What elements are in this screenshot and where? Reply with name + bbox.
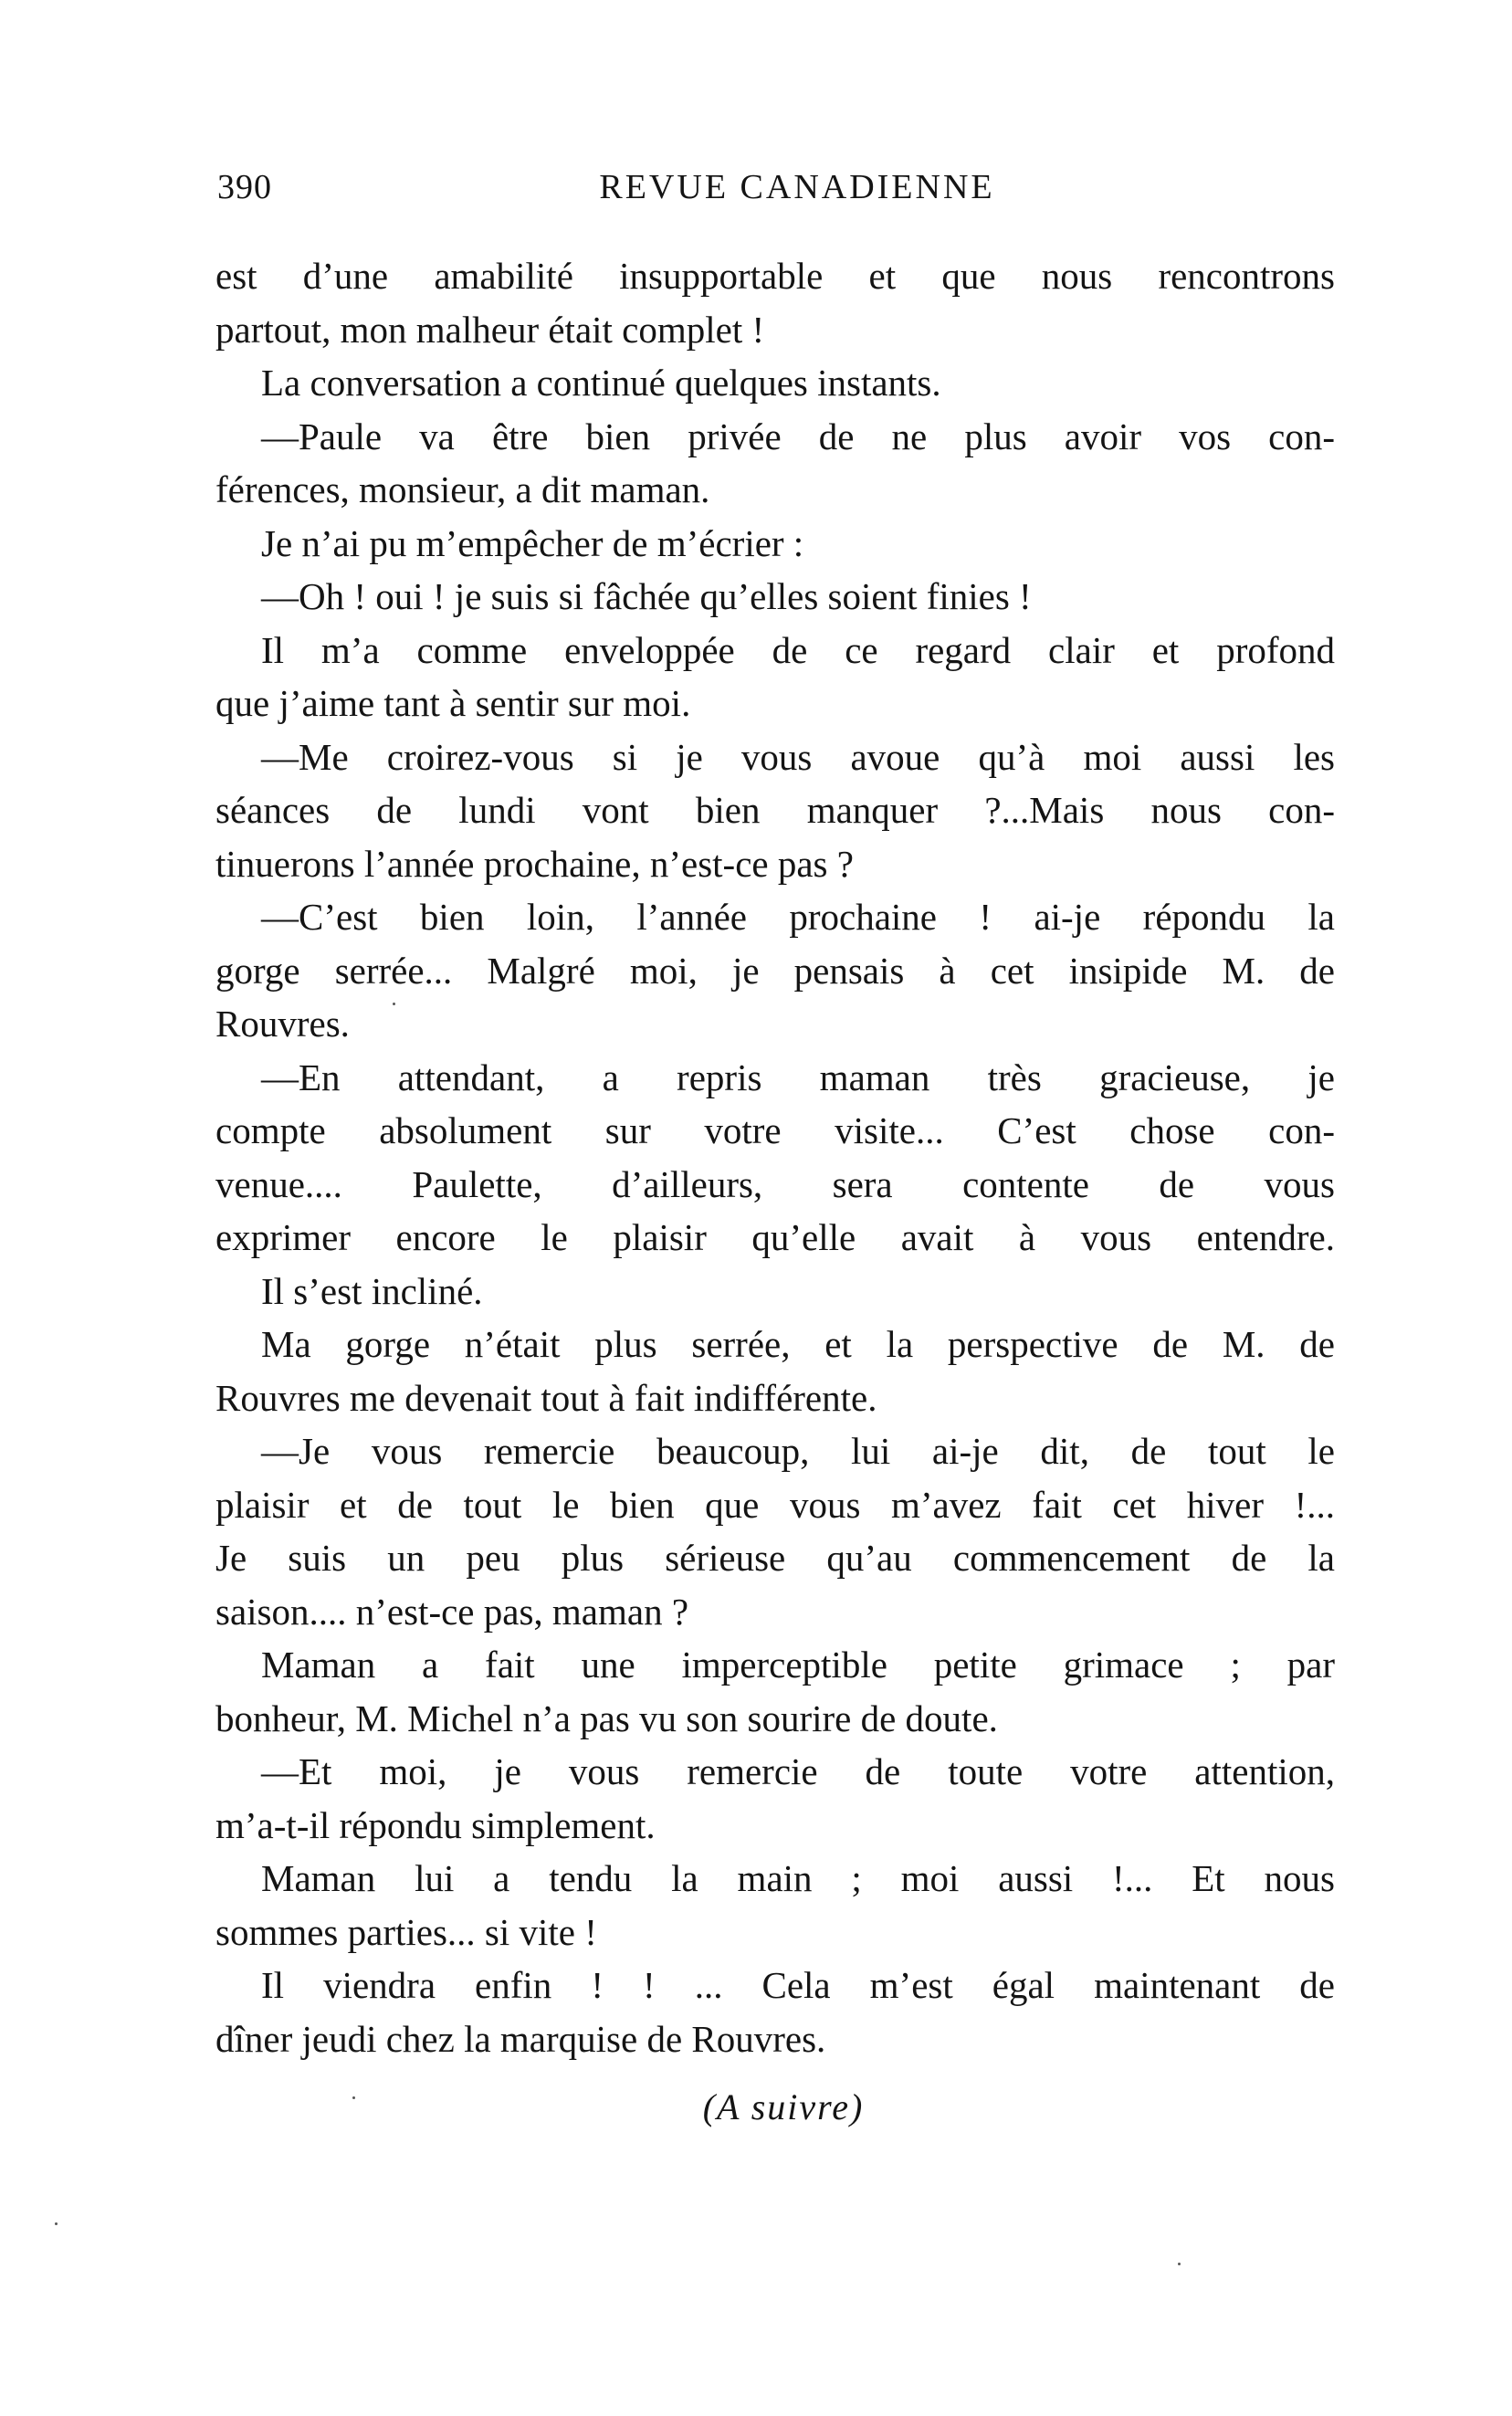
text-line: —En attendant, a repris maman très gracieuse, je — [261, 1056, 1335, 1098]
body-text — [215, 249, 1335, 2065]
text-line: —Je vous remercie beaucoup, lui ai-je dit, de tout le — [261, 1430, 1335, 1472]
text-line: tinuerons l’année prochaine, n’est-ce pas ? — [215, 842, 854, 885]
page-number: 390 — [217, 168, 272, 206]
text-line: dîner jeudi chez la marquise de Rouvres. — [215, 2017, 826, 2060]
text-line: Il s’est incliné. — [261, 1269, 483, 1312]
text-line: Rouvres me devenait tout à fait indifférente. — [215, 1376, 877, 1419]
text-line: Il viendra enfin ! ! ... Cela m’est égal maintenant de — [261, 1964, 1335, 2006]
text-line: —Oh ! oui ! je suis si fâchée qu’elles soient finies ! — [261, 575, 1032, 617]
text-line: bonheur, M. Michel n’a pas vu son sourire de doute. — [215, 1696, 998, 1739]
text-line: m’a-t-il répondu simplement. — [215, 1803, 656, 1846]
text-line: Maman lui a tendu la main ; moi aussi !... Et nous — [261, 1857, 1335, 1899]
text-line: plaisir et de tout le bien que vous m’avez fait cet hiver !... — [215, 1483, 1335, 1526]
text-line: Maman a fait une imperceptible petite grimace ; par — [261, 1644, 1335, 1686]
text-line: La conversation a continué quelques instants. — [261, 362, 941, 404]
text-line: —Me croirez-vous si je vous avoue qu’à moi aussi les — [261, 735, 1335, 778]
text-line: compte absolument sur votre visite... C’est chose con- — [215, 1109, 1335, 1151]
text-line: —C’est bien loin, l’année prochaine ! ai-je répondu la — [261, 896, 1335, 938]
to-be-continued-note: (A suivre) — [702, 2086, 865, 2127]
text-line: gorge serrée... Malgré moi, je pensais à cet insipide M. de — [215, 949, 1335, 992]
text-line: férences, monsieur, a dit maman. — [215, 468, 710, 510]
text-line: Rouvres. — [215, 1003, 350, 1045]
page-header — [217, 167, 1340, 222]
paper-speck — [393, 1003, 395, 1005]
text-line: —Et moi, je vous remercie de toute votre attention, — [261, 1750, 1335, 1792]
paper-speck — [55, 2222, 58, 2225]
text-line: est d’une amabilité insupportable et que nous rencontrons — [215, 255, 1335, 297]
paper-speck — [1178, 2263, 1181, 2265]
text-line: sommes parties... si vite ! — [215, 1910, 597, 1953]
text-line: partout, mon malheur était complet ! — [215, 308, 765, 351]
paper-speck — [352, 2096, 355, 2099]
text-line: que j’aime tant à sentir sur moi. — [215, 682, 691, 724]
text-line: venue.... Paulette, d’ailleurs, sera contente de vous — [215, 1162, 1335, 1205]
text-line: séances de lundi vont bien manquer ?...Mais nous con- — [215, 789, 1335, 831]
text-line: saison.... n’est-ce pas, maman ? — [215, 1590, 689, 1633]
text-line: Il m’a comme enveloppée de ce regard clair et profond — [261, 628, 1335, 671]
text-line: exprimer encore le plaisir qu’elle avait à vous entendre. — [215, 1216, 1335, 1258]
running-title: REVUE CANADIENNE — [599, 168, 995, 206]
text-line: Je suis un peu plus sérieuse qu’au commencement de la — [215, 1537, 1335, 1579]
text-line: Ma gorge n’était plus serrée, et la perspective de M. de — [261, 1323, 1335, 1365]
text-line: Je n’ai pu m’empêcher de m’écrier : — [261, 521, 804, 564]
text-line: —Paule va être bien privée de ne plus avoir vos con- — [261, 415, 1335, 457]
